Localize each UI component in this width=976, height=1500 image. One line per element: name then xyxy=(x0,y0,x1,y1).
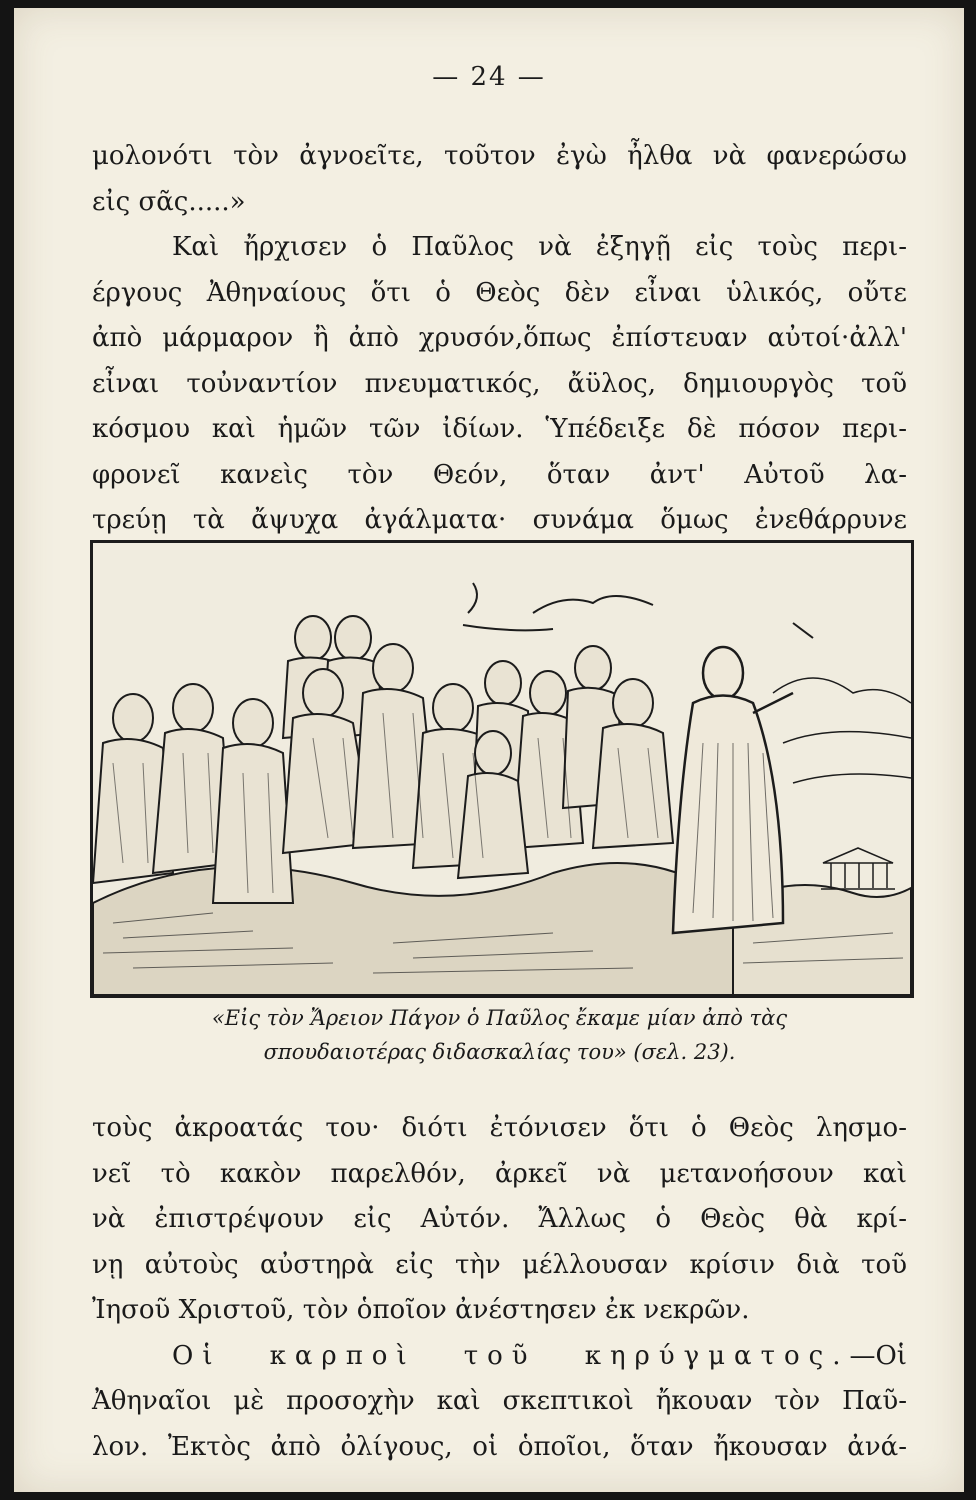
text-line: φρονεῖ κανεὶς τὸν Θεόν, ὅταν ἀντ' Αὐτοῦ λα- xyxy=(92,459,907,490)
text-line: εἶναι τοὐναντίον πνευματικός, ἄϋλος, δημιουργὸς τοῦ xyxy=(92,368,907,399)
text-line: εἰς σᾶς.....» xyxy=(92,186,246,217)
illustration-caption: «Εἰς τὸν Ἄρειον Πάγον ὁ Παῦλος ἔκαμε μίαν ἀπὸ τὰς xyxy=(211,1006,788,1030)
text-line: κόσμου καὶ ἡμῶν τῶν ἰδίων. Ὑπέδειξε δὲ πόσον περι- xyxy=(92,414,907,444)
text-line: τοὺς ἀκροατάς του· διότι ἐτόνισεν ὅτι ὁ Θεὸς λησμο- xyxy=(92,1113,907,1143)
text-line: ἀπὸ μάρμαρον ἢ ἀπὸ χρυσόν,ὅπως ἐπίστευαν αὐτοί·ἀλλ' xyxy=(92,323,907,353)
text-line: τρεύῃ τὰ ἄψυχα ἀγάλματα· συνάμα ὅμως ἐνεθάρρυνε xyxy=(92,505,907,535)
illustration-caption: σπουδαιοτέρας διδασκαλίας του» (σελ. 23). xyxy=(263,1040,736,1064)
section-heading-line xyxy=(92,1334,907,1380)
section-heading-continuation: —Οἱ xyxy=(849,1340,907,1371)
engraving-illustration xyxy=(90,540,914,998)
bottom-paragraph xyxy=(92,1106,907,1470)
book-page xyxy=(14,8,964,1492)
text-line: νῃ αὐτοὺς αὐστηρὰ εἰς τὴν μέλλουσαν κρίσιν διὰ τοῦ xyxy=(92,1249,907,1280)
text-line: Ἀθηναῖοι μὲ προσοχὴν καὶ σκεπτικοὶ ἤκουαν τὸν Παῦ- xyxy=(92,1386,907,1416)
text-line: μολονότι τὸν ἀγνοεῖτε, τοῦτον ἐγὼ ἦλθα νὰ φανερώσω xyxy=(92,141,907,171)
text-line: Ἰησοῦ Χριστοῦ, τὸν ὁποῖον ἀνέστησεν ἐκ νεκρῶν. xyxy=(92,1295,750,1325)
text-line: Καὶ ἤρχισεν ὁ Παῦλος νὰ ἐξηγῇ εἰς τοὺς περι- xyxy=(172,232,907,262)
page-number: — 24 — xyxy=(432,62,546,92)
text-line: νεῖ τὸ κακὸν παρελθόν, ἀρκεῖ νὰ μετανοήσουν καὶ xyxy=(92,1158,907,1189)
section-heading: Οἱ καρποὶ τοῦ κηρύγματος. xyxy=(172,1340,850,1371)
text-line: λον. Ἐκτὸς ἀπὸ ὀλίγους, οἱ ὁποῖοι, ὅταν ἤκουσαν ἀνά- xyxy=(92,1431,907,1462)
text-line: έργους Ἀθηναίους ὅτι ὁ Θεὸς δὲν εἶναι ὑλικός, οὔτε xyxy=(92,277,907,308)
text-line: νὰ ἐπιστρέψουν εἰς Αὐτόν. Ἄλλως ὁ Θεὸς θὰ κρί- xyxy=(92,1204,907,1234)
top-paragraph xyxy=(92,134,907,544)
engraving-paul-areopagus-icon xyxy=(93,543,911,995)
